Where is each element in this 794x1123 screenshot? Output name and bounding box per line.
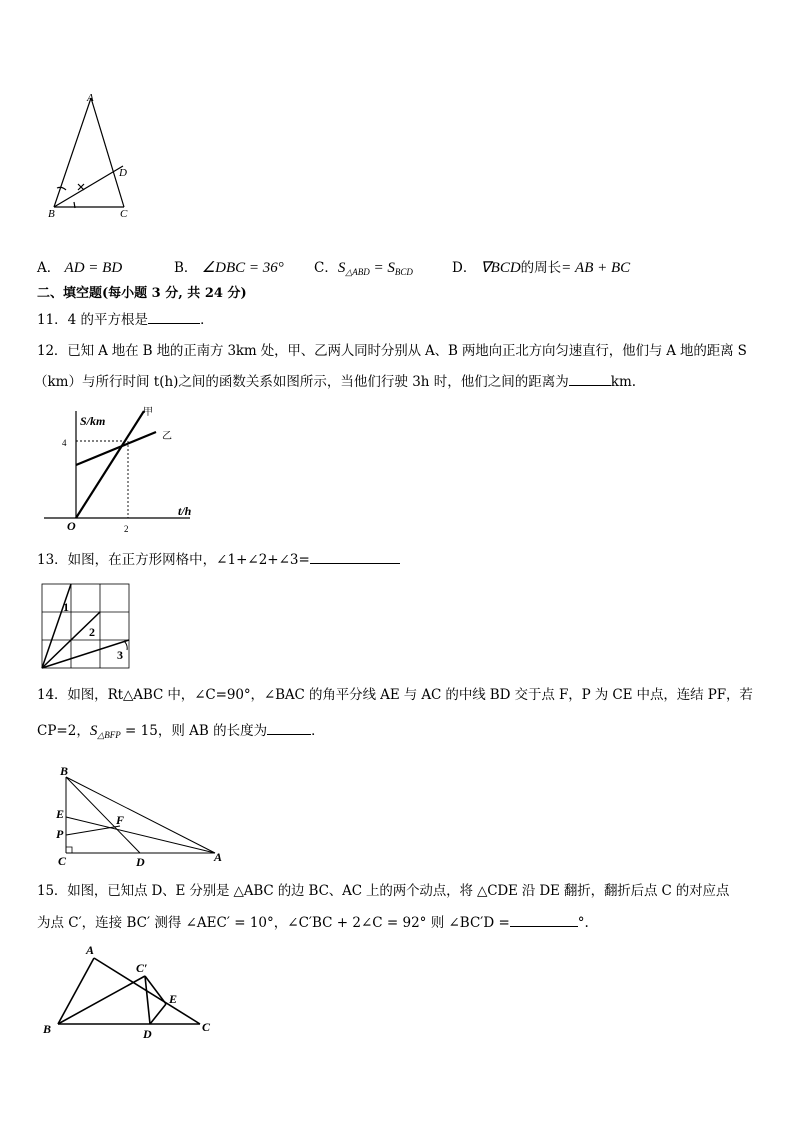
fig10-label-a: A [87,92,94,104]
figure-q10 [40,88,150,223]
figure-q15 [40,940,220,1045]
question-15-line1: 15．如图，已知点 D、E 分别是 △ABC 的边 BC、AC 上的两个动点，将 △CDE 沿 DE 翻折，翻折后点 C 的对应点 [37,883,730,899]
option-c-prefix: C． [314,260,338,276]
fig14-label-p: P [56,827,64,841]
figure-q12 [40,403,210,538]
q15-answer-blank[interactable] [510,914,578,927]
option-c-rhs-sub: BCD [394,267,413,277]
option-a-math: AD = BD [64,260,123,276]
fig14-label-e: E [56,807,65,821]
fig14-label-a: A [214,850,223,864]
question-15-line2 [37,914,589,932]
q15-text: 为点 C′，连接 BC′ 测得 ∠AEC′ = 10°，∠C′BC + 2∠C = 92° 则 ∠BC′D = [37,915,510,931]
question-12-line2 [34,373,636,391]
q14-text-after: ． [311,723,325,739]
fig15-label-b: B [43,1022,52,1036]
fig12-label-yi: 乙 [162,431,172,442]
q12-text: （km）与所行时间 t(h)之间的函数关系如图所示，当他们行驶 3h 时，他们之间的距离为 [34,374,569,390]
q13-answer-blank[interactable] [310,551,400,564]
section-heading: 二、填空题(每小题 3 分, 共 24 分) [37,286,247,301]
fig13-angle-1: 1 [63,600,69,614]
fig12-ytick: 4 [62,438,67,448]
q14-cp: CP=2， [37,723,90,739]
q14-area-s: S [89,723,98,739]
q14-answer-blank[interactable] [267,722,311,735]
q13-text: 13．如图，在正方形网格中，∠1+∠2+∠3= [37,552,310,568]
q10-option-d [452,256,630,277]
fig14-label-c: C [58,854,67,868]
fig10-label-d: D [119,167,127,179]
q15-text-after: °. [577,915,589,931]
fig12-xlabel: t/h [178,504,192,518]
option-c-eq: = S [369,260,395,276]
option-c-lhs: S [337,260,346,276]
fig12-ylabel: S/km [80,414,106,428]
fig10-label-c: C [120,208,128,220]
question-13 [37,551,400,569]
fig12-xtick: 2 [124,524,129,534]
option-d-prefix: D． [452,260,477,276]
question-12-line1: 12．已知 A 地在 B 地的正南方 3km 处，甲、乙两人同时分别从 A、B 两地向正北方向匀速直行，他们与 A 地的距离 S [37,343,747,359]
q12-text-after: km. [610,374,637,390]
fig10-label-b: B [48,208,55,220]
q10-option-b [174,256,284,277]
question-11 [37,311,214,329]
q11-answer-blank[interactable] [148,311,200,324]
q12-answer-blank[interactable] [569,373,611,386]
fig12-origin: O [67,519,76,533]
option-a-prefix: A． [37,260,61,276]
option-d-math2: = AB + BC [561,260,631,276]
fig15-label-d: D [143,1027,152,1041]
fig14-label-f: F [116,813,125,827]
question-14-line2 [37,722,325,744]
figure-q14 [52,763,232,871]
fig14-label-d: D [136,855,145,869]
fig15-label-cprime: C′ [136,961,148,975]
fig13-angle-2: 2 [89,625,95,639]
fig13-angle-3: 3 [117,648,123,662]
question-14-line1: 14．如图，Rt△ABC 中，∠C=90°，∠BAC 的角平分线 AE 与 AC 的中线 BD 交于点 F，P 为 CE 中点，连结 PF，若 [37,687,753,703]
fig15-label-c: C [202,1020,211,1034]
option-c-lhs-sub: △ABD [345,267,370,277]
option-d-math: ∇BCD [480,260,521,276]
option-b-math: ∠DBC = 36° [201,260,284,276]
q10-option-c [314,256,413,278]
fig15-label-e: E [169,992,178,1006]
q11-text-after: ． [200,312,214,328]
figure-q13 [40,582,132,670]
q14-area-sub: △BFP [97,730,121,740]
fig14-label-b: B [60,764,69,778]
option-d-text: 的周长 [520,260,562,276]
q11-text: 11．4 的平方根是 [37,312,149,328]
fig15-label-a: A [86,943,95,957]
q14-text: = 15，则 AB 的长度为 [120,723,268,739]
q10-option-a [37,256,122,277]
option-b-prefix: B． [174,260,198,276]
fig12-label-jia: 甲 [143,407,153,418]
